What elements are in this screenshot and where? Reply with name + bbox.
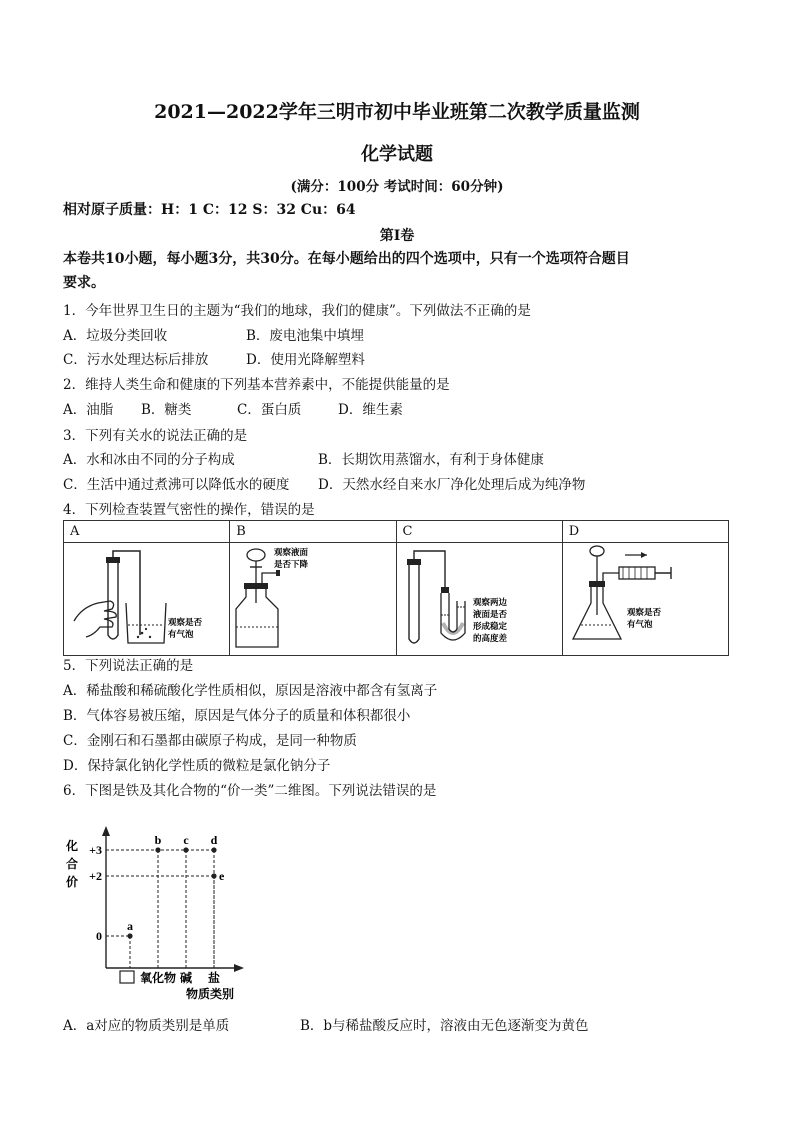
q4-figure-c-cell — [396, 543, 562, 656]
data-point-d — [211, 847, 216, 852]
x-category-label: 碱 — [179, 971, 193, 985]
q1-stem: 1．今年世界卫生日的主题为“我们的地球，我们的健康”。下列做法不正确的是 — [63, 303, 531, 319]
point-label-b: b — [154, 833, 162, 847]
chart-guide-lines — [106, 850, 214, 968]
q4-figure-d — [563, 543, 728, 651]
x-category-label: 氧化物 — [139, 971, 177, 985]
q4-figure-b-cell — [230, 543, 396, 656]
q1-option-d: D．使用光降解塑料 — [246, 352, 365, 368]
q4-b-caption-line2: 是否下降 — [274, 560, 309, 570]
y-tick-label: +3 — [89, 843, 102, 857]
q1-option-c: C．污水处理达标后排放 — [63, 352, 209, 368]
q4-figure-c — [397, 543, 562, 651]
data-point-e — [211, 873, 216, 878]
exam-subtitle: 化学试题 — [361, 144, 433, 165]
q6-option-a: A．a对应的物质类别是单质 — [63, 1018, 230, 1034]
q3-option-a: A．水和冰由不同的分子构成 — [63, 452, 235, 468]
q4-figure-a-cell — [64, 543, 230, 656]
q4-a-caption-line1: 观察是否 — [168, 618, 203, 628]
q4-c-caption-line1: 观察两边 — [472, 598, 507, 608]
q3-option-c: C．生活中通过煮沸可以降低水的硬度 — [63, 477, 290, 493]
x-axis-label: 物质类别 — [185, 987, 235, 1001]
q6-stem: 6．下图是铁及其化合物的“价一类”二维图。下列说法错误的是 — [63, 783, 437, 799]
q4-c-caption-line3: 形成稳定 — [472, 622, 507, 632]
y-axis-label-char: 价 — [66, 875, 79, 889]
q6-option-b: B．b与稀盐酸反应时，溶液由无色逐渐变为黄色 — [300, 1018, 589, 1034]
q4-figure-d-cell — [562, 543, 728, 656]
q2-stem: 2．维持人类生命和健康的下列基本营养素中，不能提供能量的是 — [63, 377, 450, 393]
q4-b-caption-line1: 观察液面 — [274, 548, 309, 558]
instructions-line2: 要求。 — [63, 275, 105, 291]
chart-labels — [65, 833, 234, 1001]
y-tick-label: 0 — [96, 929, 102, 943]
section-title: 第Ⅰ卷 — [379, 228, 415, 244]
q4-d-caption-line1: 观察是否 — [626, 608, 661, 618]
q4-header-b: B — [230, 521, 396, 543]
q4-header-a: A — [64, 521, 230, 543]
valence-type-chart — [60, 822, 260, 1002]
q4-c-caption-line4: 的高度差 — [472, 634, 507, 644]
q5-option-a: A．稀盐酸和稀硫酸化学性质相似，原因是溶液中都含有氢离子 — [63, 683, 438, 699]
q4-c-caption-line2: 液面是否 — [472, 610, 507, 620]
q5-option-c: C．金刚石和石墨都由碳原子构成，是同一种物质 — [63, 733, 357, 749]
data-point-a — [127, 933, 132, 938]
q2-option-d: D．维生素 — [338, 402, 403, 418]
q4-a-caption-line2: 有气泡 — [168, 630, 194, 640]
instructions-line1: 本卷共10小题，每小题3分，共30分。在每小题给出的四个选项中，只有一个选项符合题目 — [63, 251, 630, 267]
q4-header-d: D — [562, 521, 728, 543]
point-label-a: a — [127, 919, 133, 933]
x-axis-arrow — [234, 964, 244, 972]
blank-category-box — [120, 971, 134, 983]
y-axis-label-char: 合 — [66, 857, 79, 871]
q4-figure-a — [64, 543, 229, 651]
q2-option-c: C．蛋白质 — [237, 402, 302, 418]
x-category-label: 盐 — [207, 971, 221, 985]
data-point-b — [155, 847, 160, 852]
q1-option-a: A．垃圾分类回收 — [63, 328, 168, 344]
y-tick-label: +2 — [89, 869, 102, 883]
q3-stem: 3．下列有关水的说法正确的是 — [63, 428, 248, 444]
point-label-c: c — [183, 833, 189, 847]
q4-d-caption-line2: 有气泡 — [626, 620, 653, 630]
point-label-d: d — [210, 833, 218, 847]
q2-option-a: A．油脂 — [63, 402, 114, 418]
exam-meta: (满分：100分 考试时间：60分钟) — [290, 179, 504, 195]
q4-figure-b — [230, 543, 395, 651]
exam-title: 2021—2022学年三明市初中毕业班第二次教学质量监测 — [154, 101, 640, 123]
data-point-c — [183, 847, 188, 852]
q5-option-b: B．气体容易被压缩，原因是气体分子的质量和体积都很小 — [63, 708, 411, 724]
q4-options-table — [63, 520, 729, 656]
q3-option-d: D．天然水经自来水厂净化处理后成为纯净物 — [318, 477, 586, 493]
y-axis-arrow — [102, 826, 110, 836]
q3-option-b: B．长期饮用蒸馏水，有利于身体健康 — [318, 452, 544, 468]
q5-stem: 5．下列说法正确的是 — [63, 658, 194, 674]
chart-points — [127, 847, 216, 938]
q2-option-b: B．糖类 — [141, 402, 192, 418]
y-axis-label-char: 化 — [66, 839, 79, 853]
q4-header-c: C — [396, 521, 562, 543]
point-label-e: e — [219, 869, 225, 883]
q5-option-d: D．保持氯化钠化学性质的微粒是氯化钠分子 — [63, 758, 331, 774]
q4-stem: 4．下列检查装置气密性的操作，错误的是 — [63, 502, 315, 518]
atomic-mass-line: 相对原子质量：H：1 C：12 S：32 Cu：64 — [63, 202, 356, 218]
q1-option-b: B．废电池集中填埋 — [246, 328, 364, 344]
